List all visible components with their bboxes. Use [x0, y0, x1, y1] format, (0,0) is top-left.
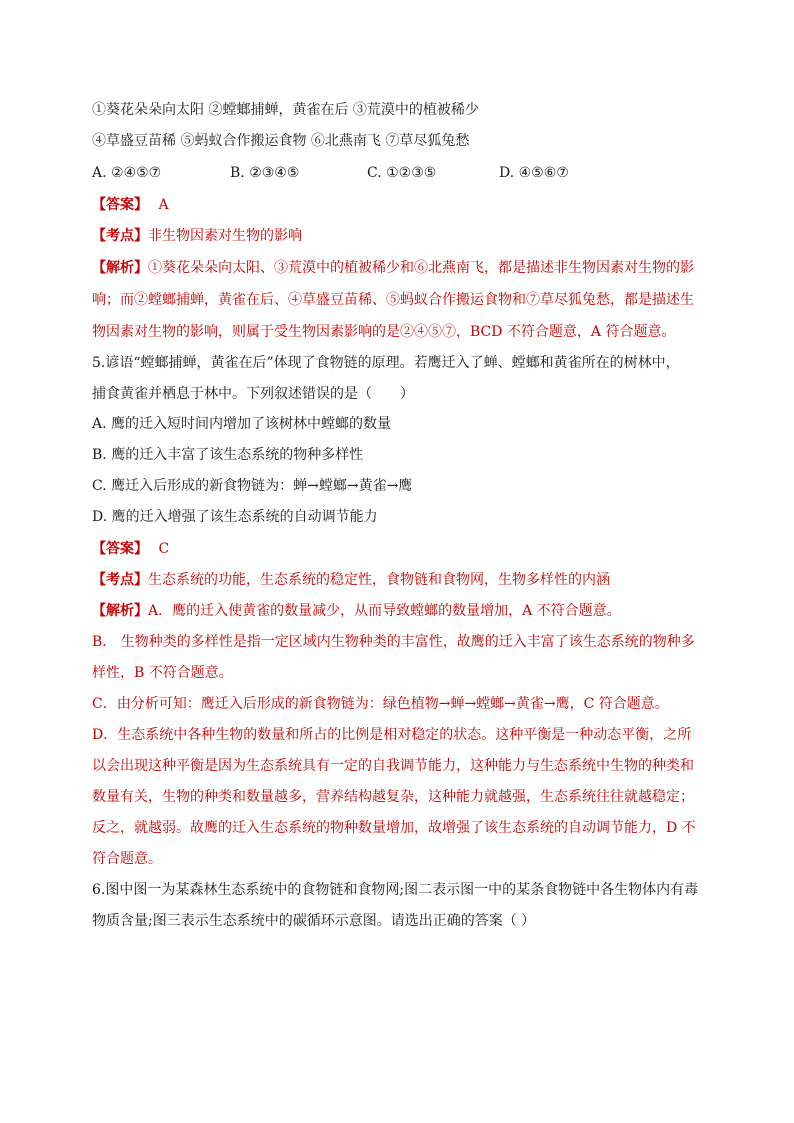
q4-analysis-line-2: 响；而②螳螂捕蝉，黄雀在后、④草盛豆苗稀、⑤蚂蚁合作搬运食物和⑦草尽狐兔愁，都是描述生	[92, 292, 694, 308]
point-tag: 【考点】	[92, 228, 148, 244]
q5-answer	[92, 539, 702, 559]
q5-analysis-d-line-5: 符合题意。	[92, 851, 162, 867]
q4-option-a: A. ②④⑤⑦	[92, 165, 162, 181]
answer-value: C	[158, 541, 170, 557]
q4-answer	[92, 195, 702, 215]
q4-option-b: B. ②③④⑤	[230, 165, 300, 181]
q4-option-d: D. ④⑤⑥⑦	[499, 165, 569, 181]
q5-stem-line-1: 5.谚语“螳螂捕蝉，黄雀在后”体现了食物链的原理。若鹰迁入了蝉、螳螂和黄雀所在的树林中，	[92, 355, 680, 371]
analysis-text: ①葵花朵朵向太阳、③荒漠中的植被稀少和⑥北燕南飞，都是描述非生物因素对生物的影	[148, 260, 694, 276]
analysis-tag: 【解析】	[92, 603, 148, 619]
q5-analysis-d-line-4: 反之，就越弱。故鹰的迁入生态系统的物种数量增加，故增强了该生态系统的自动调节能力，D 不	[92, 820, 696, 836]
point-tag: 【考点】	[92, 572, 148, 588]
q5-option-d: D. 鹰的迁入增强了该生态系统的自动调节能力	[92, 509, 378, 525]
answer-tag: 【答案】	[92, 197, 148, 213]
q5-analysis-b-line-1: B． 生物种类的多样性是指一定区域内生物种类的丰富性，故鹰的迁入丰富了该生态系统的物种多	[92, 634, 695, 650]
point-text: 非生物因素对生物的影响	[148, 228, 302, 244]
q4-items-line-2: ④草盛豆苗稀 ⑤蚂蚁合作搬运食物 ⑥北燕南飞 ⑦草尽狐兔愁	[92, 133, 470, 149]
q6-stem-line-2: 物质含量;图三表示生态系统中的碳循环示意图。请选出正确的答案（ ）	[92, 913, 536, 929]
q4-analysis-line-1	[92, 258, 702, 278]
q4-option-c: C. ①②③⑤	[367, 165, 437, 181]
q5-option-b: B. 鹰的迁入丰富了该生态系统的物种多样性	[92, 447, 364, 463]
q6-stem-line-1: 6.图中图一为某森林生态系统中的食物链和食物网;图二表示图一中的某条食物链中各生物体内有毒	[92, 882, 699, 898]
point-text: 生态系统的功能，生态系统的稳定性，食物链和食物网，生物多样性的内涵	[148, 572, 610, 588]
q5-option-a: A. 鹰的迁入短时间内增加了该树林中螳螂的数量	[92, 416, 392, 432]
q5-option-c: C. 鹰迁入后形成的新食物链为：蝉→螳螂→黄雀→鹰	[92, 478, 413, 494]
q5-stem-line-2: 捕食黄雀并栖息于林中。下列叙述错误的是（ ）	[92, 386, 414, 402]
q5-analysis-d-line-3: 数量有关，生物的种类和数量越多，营养结构越复杂，这种能力就越强，生态系统往往就越稳定；	[92, 789, 694, 805]
q5-analysis-c: C．由分析可知：鹰迁入后形成的新食物链为：绿色植物→蝉→螳螂→黄雀→鹰，C 符合题意。	[92, 696, 669, 712]
q5-analysis-d-line-1: D．生态系统中各种生物的数量和所占的比例是相对稳定的状态。这种平衡是一种动态平衡，之所	[92, 727, 692, 743]
q4-items-line-1: ①葵花朵朵向太阳 ②螳螂捕蝉，黄雀在后 ③荒漠中的植被稀少	[92, 102, 479, 118]
q5-analysis-d-line-2: 以会出现这种平衡是因为生态系统具有一定的自我调节能力，这种能力与生态系统中生物的种类和	[92, 758, 694, 774]
answer-tag: 【答案】	[92, 541, 148, 557]
q5-analysis-b-line-2: 样性，B 不符合题意。	[92, 665, 233, 681]
q5-point	[92, 570, 702, 590]
q4-point	[92, 226, 702, 246]
q5-analysis-a	[92, 601, 702, 621]
answer-value: A	[158, 197, 169, 213]
q4-analysis-line-3: 物因素对生物的影响，则属于受生物因素影响的是②④⑤⑦，BCD 不符合题意，A 符合题意。	[92, 324, 676, 340]
analysis-tag: 【解析】	[92, 260, 148, 276]
analysis-text: A．鹰的迁入使黄雀的数量减少，从而导致螳螂的数量增加，A 不符合题意。	[148, 603, 621, 619]
